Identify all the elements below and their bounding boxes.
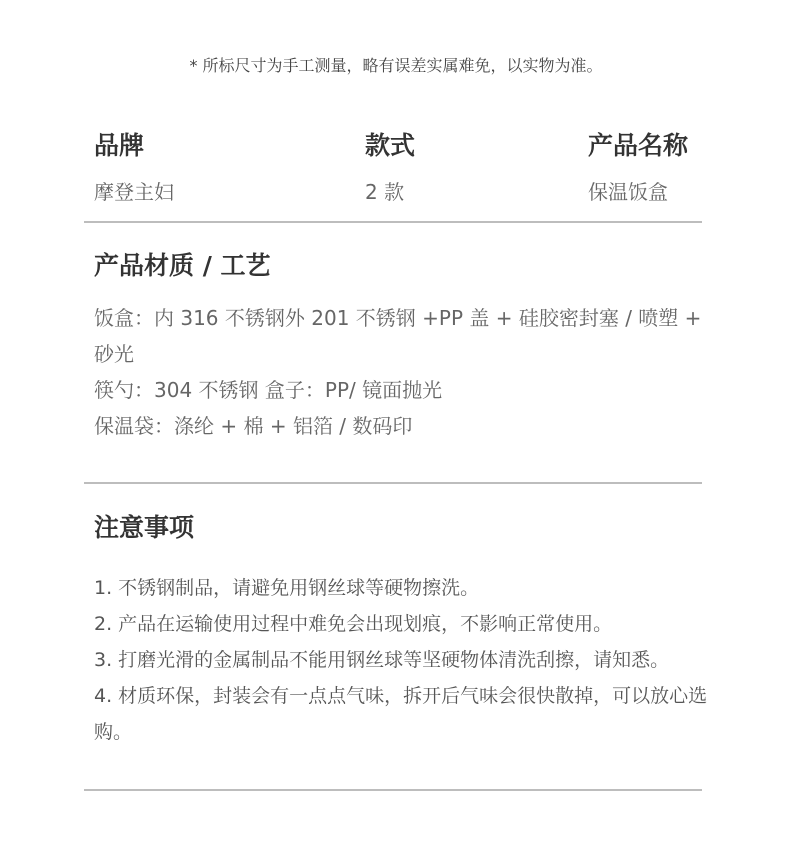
material-line: 保温袋：涤纶 + 棉 + 铝箔 / 数码印 (94, 414, 413, 438)
notice-item: 2. 产品在运输使用过程中难免会出现划痕，不影响正常使用。 (94, 613, 613, 635)
divider (84, 789, 702, 791)
material-line: 筷勺：304 不锈钢 盒子：PP/ 镜面抛光 (94, 378, 443, 402)
divider (84, 482, 702, 484)
measurement-disclaimer: * 所标尺寸为手工测量，略有误差实属难免，以实物为准。 (189, 56, 603, 75)
spec-table (94, 128, 704, 220)
spec-header-product-name: 产品名称 (588, 131, 689, 160)
material-line: 饭盒：内 316 不锈钢外 201 不锈钢 +PP 盖 + 硅胶密封塞 / 喷塑 + 砂光 (94, 306, 702, 366)
spec-header-brand: 品牌 (94, 131, 145, 160)
divider (84, 221, 702, 223)
spec-value-brand: 摩登主妇 (94, 180, 174, 204)
spec-header-style: 款式 (365, 131, 416, 160)
spec-column-style (365, 128, 415, 206)
notices-section (94, 510, 712, 750)
material-title: 产品材质 / 工艺 (94, 251, 271, 280)
spec-value-product-name: 保温饭盒 (588, 180, 668, 204)
notice-item: 1. 不锈钢制品，请避免用钢丝球等硬物擦洗。 (94, 577, 480, 599)
material-section (94, 248, 712, 444)
notice-item: 4. 材质环保，封装会有一点点气味，拆开后气味会很快散掉，可以放心选购。 (94, 685, 708, 743)
notice-item: 3. 打磨光滑的金属制品不能用钢丝球等坚硬物体清洗刮擦，请知悉。 (94, 649, 670, 671)
notices-title: 注意事项 (94, 513, 195, 542)
spec-value-style: 2 款 (365, 180, 405, 204)
spec-column-product-name (588, 128, 688, 206)
spec-column-brand (94, 128, 174, 206)
